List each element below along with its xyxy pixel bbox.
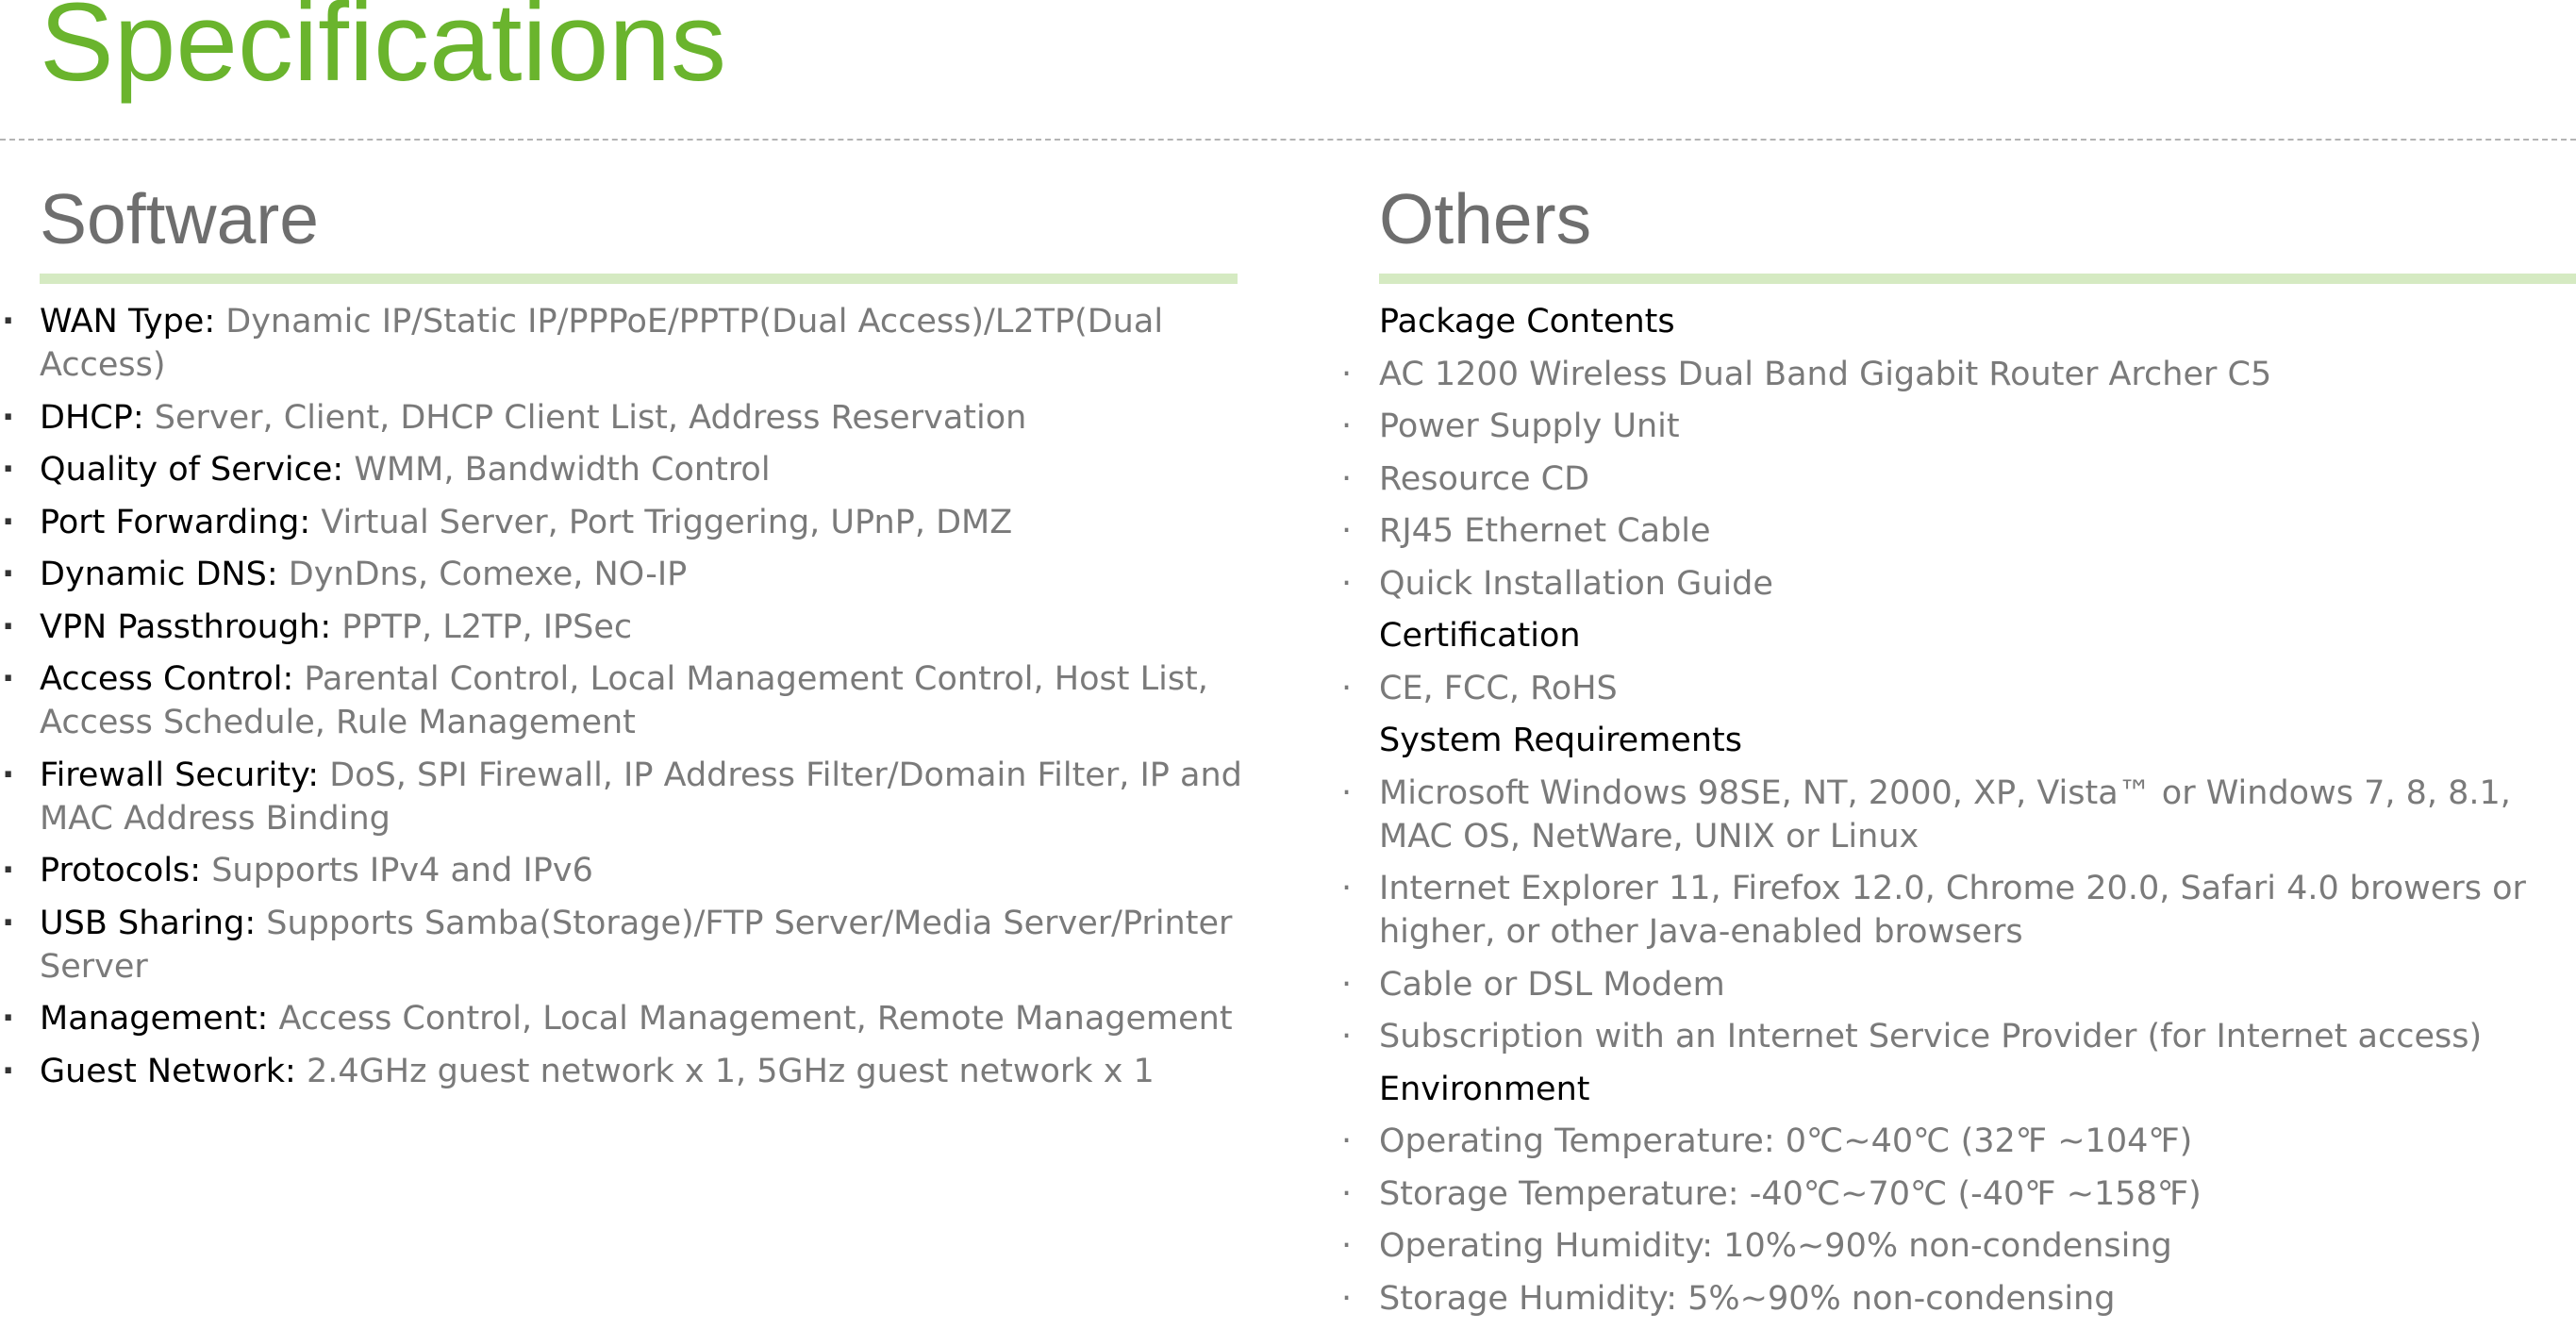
spec-item [40,300,1256,387]
spec-value: Dynamic IP/Static IP/PPPoE/PPTP(Dual Access)/L2TP(Dual Access) [40,303,1164,384]
list-item: · Power Supply Unit [1379,405,2576,448]
list-item: · CE, FCC, RoHS [1379,667,2576,710]
spec-value: 2.4GHz guest network x 1, 5GHz guest network x 1 [295,1052,1155,1090]
list-item: · Internet Explorer 11, Firefox 12.0, Chrome 20.0, Safari 4.0 browers or higher, or other Java-enabled browsers [1379,867,2576,954]
spec-label: Dynamic DNS: [40,556,278,593]
spec-item [40,606,1256,649]
spec-label: USB Sharing: [40,904,257,942]
page-title: Specifications [40,0,727,105]
others-heading: Others [1379,179,1592,258]
others-group-title: Environment [1379,1070,1590,1108]
spec-value: Parental Control, Local Management Control, Host List, Access Schedule, Rule Management [40,660,1208,741]
others-heading-bar [1379,274,2576,284]
spec-label: Management: [40,1000,269,1038]
spec-value: PPTP, L2TP, IPSec [331,607,633,646]
spec-item [40,849,1256,892]
others-group-list [1379,353,2576,606]
others-group-title: Certification [1379,617,1581,655]
spec-item [40,657,1256,744]
spec-value: DoS, SPI Firewall, IP Address Filter/Domain Filter, IP and MAC Address Binding [40,756,1242,838]
spec-label: Quality of Service: [40,451,344,489]
others-group-list [1379,772,2576,1059]
spec-item [40,396,1256,440]
spec-value: DynDns, Comexe, NO-IP [277,556,688,593]
spec-label: Port Forwarding: [40,503,311,541]
spec-item [40,448,1256,491]
spec-item [40,553,1256,596]
title-divider [0,139,2576,141]
spec-item [40,997,1256,1040]
spec-value: Supports IPv4 and IPv6 [201,852,593,889]
list-item: · Subscription with an Internet Service Provider (for Internet access) [1379,1015,2576,1058]
spec-value: Server, Client, DHCP Client List, Address Reservation [143,398,1027,437]
spec-label: VPN Passthrough: [40,607,332,646]
spec-item [40,902,1256,988]
spec-value: WMM, Bandwidth Control [343,451,771,489]
software-heading: Software [40,179,319,258]
spec-value: Supports Samba(Storage)/FTP Server/Media Server/Printer Server [40,904,1233,986]
spec-value: Access Control, Local Management, Remote Management [268,1000,1233,1038]
spec-label: Protocols: [40,852,202,889]
spec-label: Firewall Security: [40,756,320,794]
spec-value: Virtual Server, Port Triggering, UPnP, DMZ [310,503,1013,541]
list-item: · Storage Humidity: 5%~90% non-condensing [1379,1277,2576,1321]
list-item: · Quick Installation Guide [1379,562,2576,606]
others-spec-block [1379,300,2576,1329]
others-group-title: Package Contents [1379,303,1675,341]
list-item: · Microsoft Windows 98SE, NT, 2000, XP, Vista™ or Windows 7, 8, 8.1, MAC OS, NetWare, UNIX or Linux [1379,772,2576,858]
list-item: · Storage Temperature: -40℃~70℃ (-40℉ ~158℉) [1379,1172,2576,1216]
list-item: · Operating Humidity: 10%~90% non-condensing [1379,1224,2576,1268]
spec-label: Access Control: [40,660,294,698]
others-group-list [1379,1120,2576,1321]
list-item: · Resource CD [1379,457,2576,501]
others-group-list [1379,667,2576,710]
spec-item [40,501,1256,544]
software-spec-list [40,300,1256,1102]
list-item: · AC 1200 Wireless Dual Band Gigabit Router Archer C5 [1379,353,2576,396]
list-item: · Operating Temperature: 0℃~40℃ (32℉ ~104℉) [1379,1120,2576,1163]
spec-item [40,754,1256,840]
others-group-title: System Requirements [1379,722,1742,759]
spec-label: WAN Type: [40,303,216,341]
software-heading-bar [40,274,1238,284]
list-item: · Cable or DSL Modem [1379,963,2576,1006]
spec-label: Guest Network: [40,1052,296,1090]
spec-item [40,1050,1256,1093]
list-item: · RJ45 Ethernet Cable [1379,509,2576,553]
spec-label: DHCP: [40,398,144,437]
